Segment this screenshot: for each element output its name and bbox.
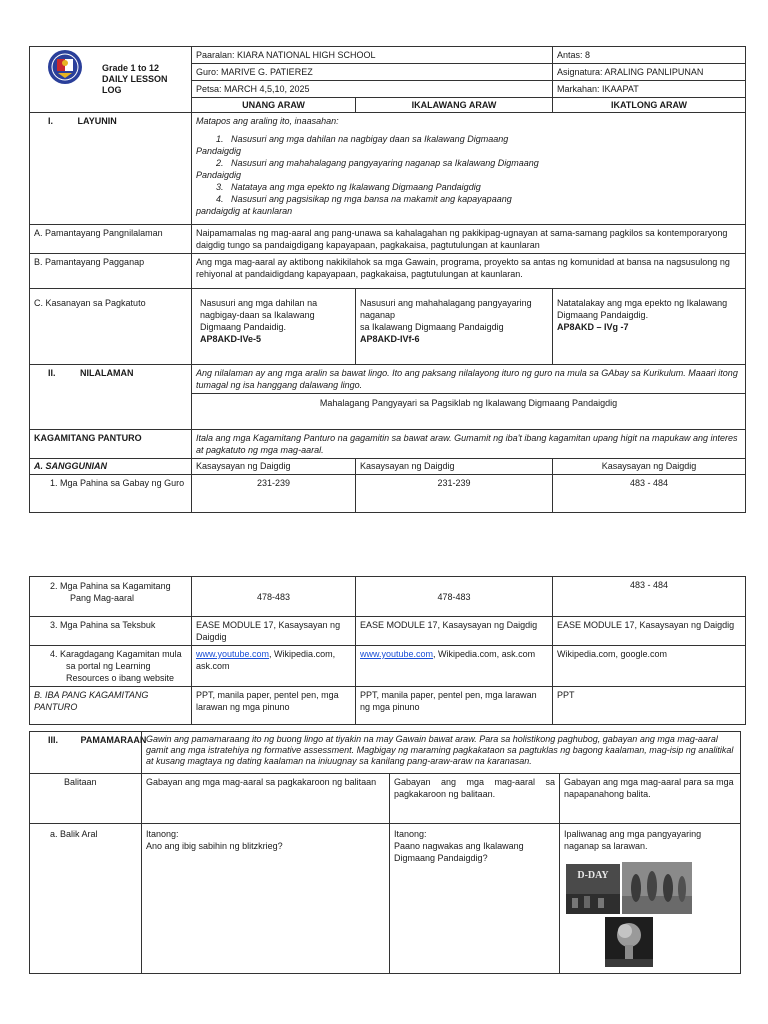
karagdagang-day1: www.youtube.com, Wikipedia.com, ask.com <box>192 646 356 687</box>
kagamitang-mag-aaral-day2: 478-483 <box>356 577 553 617</box>
nilalaman-label-cell <box>30 365 192 430</box>
balik-aral-day1: Itanong: Ano ang ibig sabihin ng blitzkrieg? <box>142 824 390 974</box>
competency-code: AP8AKD-IVf-6 <box>360 334 420 344</box>
pamamaraan-number: III. <box>48 735 59 745</box>
pagkatuto-day2: Nasusuri ang mahahalagang pangyayaring naganap sa Ikalawang Digmaang Pandaigdig AP8AKD-IVf-6 <box>356 289 553 365</box>
youtube-link[interactable]: www.youtube.com <box>196 649 270 659</box>
day2-header: IKALAWANG ARAW <box>356 98 553 113</box>
lesson-log-table-2 <box>29 576 746 725</box>
balik-aral-day3: Ipaliwanag ang mga pangyayaring naganap sa larawan. <box>560 824 741 974</box>
karagdagang-label: 4. Karagdagang Kagamitan mula sa portal ng Learning Resources o ibang website <box>30 646 192 687</box>
layunin-content <box>192 113 746 225</box>
gabay-day2: 231-239 <box>356 475 553 513</box>
balik-aral-label: a. Balik Aral <box>30 824 142 974</box>
school-name: Paaralan: KIARA NATIONAL HIGH SCHOOL <box>192 47 553 64</box>
gabay-label: 1. Mga Pahina sa Gabay ng Guro <box>30 475 192 513</box>
objective-item: 3. Natataya ang mga epekto ng Ikalawang Digmaang Pandaigdig <box>216 182 481 192</box>
karagdagang-day2: www.youtube.com, Wikipedia.com, ask.com <box>356 646 553 687</box>
youtube-link[interactable]: www.youtube.com <box>360 649 434 659</box>
nilalaman-text: Ang nilalaman ay ang mga aralin sa bawat lingo. Ito ang paksang nilalayong ituro ng guro na mula sa GAbay sa Kurikulum. Maaari itong tumagal ng isa hanggang dalawang lingo. <box>192 365 746 394</box>
objective-item: 2. Nasusuri ang mahahalagang pangyayaring naganap sa Ikalawang Digmaang Pandaigdig <box>196 158 539 180</box>
d-day-photo <box>566 864 620 914</box>
lesson-log-table-1 <box>29 46 746 513</box>
nilalaman-number: II. <box>48 368 56 378</box>
iba-pang-label: B. IBA PANG KAGAMITANG PANTURO <box>30 687 192 725</box>
gabay-day3: 483 - 484 <box>553 475 746 513</box>
balitaan-day2: Gabayan ang mga mag-aaral sa pagkakaroon ng balitaan. <box>390 774 560 824</box>
sanggunian-label: A. SANGGUNIAN <box>30 459 192 475</box>
explosion-photo <box>605 917 653 967</box>
objectives-list <box>196 133 741 217</box>
header-title-line1: Grade 1 to 12 <box>102 63 160 73</box>
iba-pang-day3: PPT <box>553 687 746 725</box>
d-day-caption: D-DAY <box>577 870 609 881</box>
pangnilalaman-text: Naipamamalas ng mag-aaral ang pang-unawa sa kahalagahan ng pakikipag-ugnayan at sama-samang pagkilos sa kontemporaryong daigdig tungo sa pandaigdigang kapayapaan, pagkakaisa, pagtutulungan at kaunlaran <box>192 225 746 254</box>
subject-name: Asignatura: ARALING PANLIPUNAN <box>553 64 746 81</box>
iba-pang-day1: PPT, manila paper, pentel pen, mga larawan ng mga pinuno <box>192 687 356 725</box>
pamamaraan-label: PAMAMARAAN <box>80 735 147 745</box>
pagkatuto-label: C. Kasanayan sa Pagkatuto <box>30 289 192 365</box>
soldiers-photo <box>622 862 692 914</box>
pagganap-label: B. Pamantayang Pagganap <box>30 254 192 289</box>
balitaan-day1: Gabayan ang mga mag-aaral sa pagkakaroon ng balitaan <box>142 774 390 824</box>
pagganap-text: Ang mga mag-aaral ay aktibong nakikilahok sa mga Gawain, programa, proyekto sa antas ng komunidad at bansa na nagsusulong ng rehiyonal at pandaidigdang kapayapaan, pagkakaisa, pagtutulungan at kaunlaran. <box>192 254 746 289</box>
header-title-line2: DAILY LESSON LOG <box>102 74 168 95</box>
nilalaman-topic: Mahalagang Pangyayari sa Pagsiklab ng Ikalawang Digmaang Pandaigdig <box>192 394 746 430</box>
balitaan-day3: Gabayan ang mga mag-aaral para sa mga napapanahong balita. <box>560 774 741 824</box>
competency-code: AP8AKD – IVg -7 <box>557 322 629 332</box>
pagkatuto-day1: Nasusuri ang mga dahilan na nagbigay-daan sa Ikalawang Digmaang Pandaidig. AP8AKD-IVe-5 <box>192 289 356 365</box>
deped-seal-icon <box>47 49 83 85</box>
kagamitang-mag-aaral-label: 2. Mga Pahina sa Kagamitang Pang Mag-aaral <box>30 577 192 617</box>
grade-level: Antas: 8 <box>553 47 746 64</box>
sanggunian-day2: Kasaysayan ng Daigdig <box>356 459 553 475</box>
gabay-day1: 231-239 <box>192 475 356 513</box>
pagkatuto-day3: Natatalakay ang mga epekto ng Ikalawang Digmaang Pandaigdig. AP8AKD – IVg -7 <box>553 289 746 365</box>
pamamaraan-text: Gawin ang pamamaraang ito ng buong lingo at tiyakin na may Gawain bawat araw. Para sa holistikong paghubog, gabayan ang mga mag-aaral gamit ang mga istratehiya ng formative assessment. Magbigay ng maraming pagkakataon sa pagtuklas ng bagong kaalaman, mag-isip ng analitikal at kusang magtaya ng dating kaalaman na iniuugnay sa kanilang pang-araw-araw na karanasan. <box>142 732 741 774</box>
quarter-name: Markahan: IKAAPAT <box>553 81 746 98</box>
iba-pang-day2: PPT, manila paper, pentel pen, mga larawan ng mga pinuno <box>356 687 553 725</box>
kagamitang-mag-aaral-day1: 478-483 <box>192 577 356 617</box>
lesson-date: Petsa: MARCH 4,5,10, 2025 <box>192 81 553 98</box>
pamamaraan-label-cell <box>30 732 147 774</box>
layunin-label-cell <box>30 113 192 225</box>
objective-item: 1. Nasusuri ang mga dahilan na nagbigay daan sa Ikalawang Digmaang Pandaigdig <box>196 134 509 156</box>
sanggunian-day3: Kasaysayan ng Daigdig <box>553 459 746 475</box>
layunin-label: LAYUNIN <box>77 116 117 126</box>
nilalaman-label: NILALAMAN <box>80 368 134 378</box>
day3-header: IKATLONG ARAW <box>553 98 746 113</box>
karagdagang-day3: Wikipedia.com, google.com <box>553 646 746 687</box>
teksbuk-day3: EASE MODULE 17, Kasaysayan ng Daigdig <box>553 617 746 646</box>
teksbuk-day1: EASE MODULE 17, Kasaysayan ng Daigdig <box>192 617 356 646</box>
objective-item: 4. Nasusuri ang pagsisikap ng mga bansa na makamit ang kapayapaang pandaigdig at kaunlaran <box>196 194 512 216</box>
sanggunian-day1: Kasaysayan ng Daigdig <box>192 459 356 475</box>
competency-code: AP8AKD-IVe-5 <box>200 334 262 344</box>
balitaan-label: Balitaan <box>30 774 142 824</box>
balik-aral-day2: Itanong: Paano nagwakas ang Ikalawang Digmaang Pandaigdig? <box>390 824 560 974</box>
pangnilalaman-label: A. Pamantayang Pangnilalaman <box>30 225 192 254</box>
teacher-name: Guro: MARIVE G. PATIEREZ <box>192 64 553 81</box>
teksbuk-label: 3. Mga Pahina sa Teksbuk <box>30 617 192 646</box>
kagamitan-label: KAGAMITANG PANTURO <box>30 430 192 459</box>
kagamitang-mag-aaral-day3: 483 - 484 <box>553 577 746 617</box>
teksbuk-day2: EASE MODULE 17, Kasaysayan ng Daigdig <box>356 617 553 646</box>
layunin-number: I. <box>48 116 54 126</box>
day1-header: UNANG ARAW <box>192 98 356 113</box>
kagamitan-text: Itala ang mga Kagamitang Panturo na gagamitin sa bawat araw. Gumamit ng iba't ibang kagamitan upang higit na mapukaw ang interes at pagkatuto ng mga mag-aaral. <box>192 430 746 459</box>
layunin-intro: Matapos ang araling ito, inaasahan: <box>196 116 339 126</box>
